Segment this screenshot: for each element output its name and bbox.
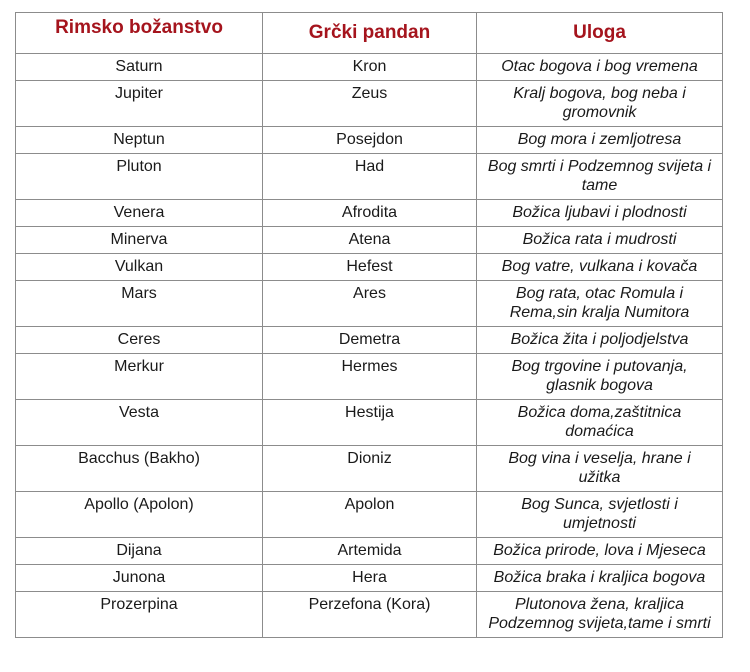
table-row	[16, 154, 723, 200]
role-cell: Bog vatre, vulkana i kovača	[477, 254, 723, 281]
greek-name-cell: Posejdon	[263, 127, 477, 154]
greek-name-cell: Afrodita	[263, 200, 477, 227]
table-row	[16, 254, 723, 281]
table-row	[16, 281, 723, 327]
role-text: Bog trgovine i putovanja, glasnik bogova	[511, 358, 688, 394]
table-body	[16, 54, 723, 638]
role-cell	[477, 446, 723, 492]
greek-name-cell: Hera	[263, 565, 477, 592]
greek-name-cell: Ares	[263, 281, 477, 327]
greek-name-cell: Kron	[263, 54, 477, 81]
role-cell	[477, 492, 723, 538]
roman-name-cell: Merkur	[16, 354, 263, 400]
role-cell	[477, 354, 723, 400]
role-cell	[477, 281, 723, 327]
table-row	[16, 492, 723, 538]
role-cell	[477, 81, 723, 127]
table-header	[16, 13, 723, 54]
role-cell: Otac bogova i bog vremena	[477, 54, 723, 81]
roman-name-cell: Ceres	[16, 327, 263, 354]
role-cell: Bog smrti i Podzemnog svijeta i tame	[477, 154, 723, 200]
greek-name-cell: Dioniz	[263, 446, 477, 492]
greek-name-cell: Hefest	[263, 254, 477, 281]
greek-name-cell: Had	[263, 154, 477, 200]
roman-name-cell: Mars	[16, 281, 263, 327]
role-text: Božica doma,zaštitnica domaćica	[517, 404, 682, 440]
header-greek-counterpart: Grčki pandan	[263, 13, 477, 54]
role-text: Bog vina i veselja, hrane i užitka	[508, 450, 691, 486]
roman-name-cell: Dijana	[16, 538, 263, 565]
roman-name-cell: Minerva	[16, 227, 263, 254]
role-cell: Božica braka i kraljica bogova	[477, 565, 723, 592]
greek-name-cell: Apolon	[263, 492, 477, 538]
gods-table	[15, 12, 723, 638]
roman-name-cell: Vulkan	[16, 254, 263, 281]
roman-name-cell: Neptun	[16, 127, 263, 154]
role-text: Bog Sunca, svjetlosti i umjetnosti	[521, 496, 678, 532]
greek-name-cell: Zeus	[263, 81, 477, 127]
role-cell: Božica prirode, lova i Mjeseca	[477, 538, 723, 565]
role-cell: Plutonova žena, kraljica Podzemnog svijeta,tame i smrti	[477, 592, 723, 638]
role-text: Bog rata, otac Romula i Rema,sin kralja Numitora	[509, 285, 690, 321]
table-row	[16, 446, 723, 492]
roman-name-cell: Vesta	[16, 400, 263, 446]
header-roman-deity: Rimsko božanstvo	[16, 13, 263, 54]
table-row	[16, 127, 723, 154]
table-row	[16, 538, 723, 565]
roman-name-cell: Bacchus (Bakho)	[16, 446, 263, 492]
roman-name-cell: Jupiter	[16, 81, 263, 127]
role-cell: Božica ljubavi i plodnosti	[477, 200, 723, 227]
table-row	[16, 354, 723, 400]
table-row	[16, 81, 723, 127]
greek-name-cell: Artemida	[263, 538, 477, 565]
table-row	[16, 565, 723, 592]
table-row	[16, 54, 723, 81]
greek-name-cell: Hestija	[263, 400, 477, 446]
header-role: Uloga	[477, 13, 723, 54]
table-row	[16, 227, 723, 254]
table-row	[16, 200, 723, 227]
role-cell: Božica žita i poljodjelstva	[477, 327, 723, 354]
table-row	[16, 327, 723, 354]
roman-name-cell: Saturn	[16, 54, 263, 81]
greek-name-cell: Atena	[263, 227, 477, 254]
greek-name-cell: Perzefona (Kora)	[263, 592, 477, 638]
role-cell	[477, 400, 723, 446]
header-row	[16, 13, 723, 54]
role-text: Kralj bogova, bog neba i gromovnik	[513, 85, 686, 121]
table-row	[16, 592, 723, 638]
roman-name-cell: Junona	[16, 565, 263, 592]
role-cell: Božica rata i mudrosti	[477, 227, 723, 254]
table-row	[16, 400, 723, 446]
roman-name-cell: Apollo (Apolon)	[16, 492, 263, 538]
roman-name-cell: Prozerpina	[16, 592, 263, 638]
greek-name-cell: Hermes	[263, 354, 477, 400]
greek-name-cell: Demetra	[263, 327, 477, 354]
roman-name-cell: Venera	[16, 200, 263, 227]
role-cell: Bog mora i zemljotresa	[477, 127, 723, 154]
roman-name-cell: Pluton	[16, 154, 263, 200]
